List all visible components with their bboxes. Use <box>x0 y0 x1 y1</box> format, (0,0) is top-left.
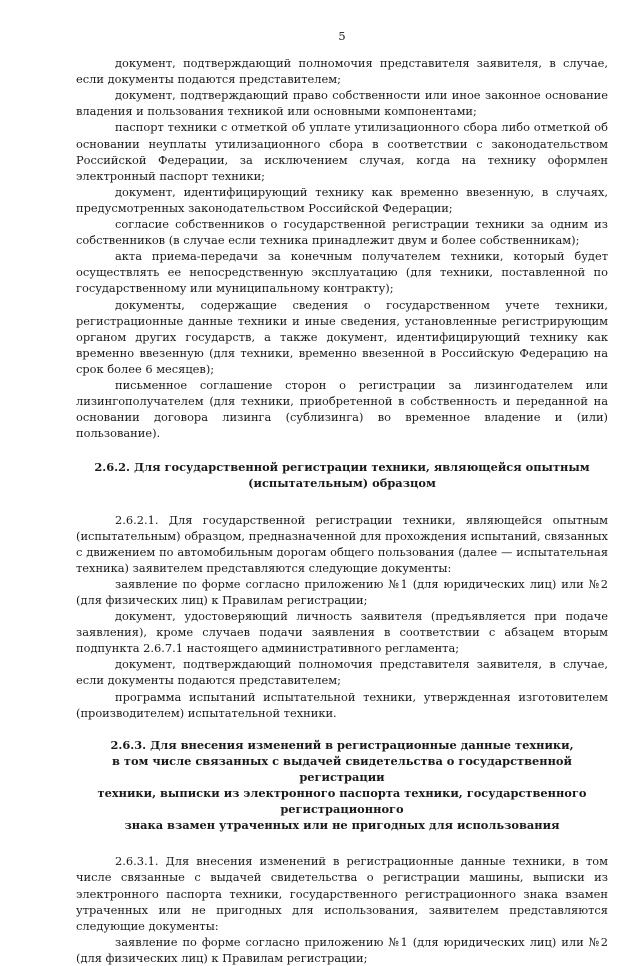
page-number: 5 <box>338 29 346 43</box>
paragraph: паспорт техники с отметкой об уплате утилизационного сбора либо отметкой об основании неуплаты утилизационного сбора в соответствии с законодательством Российской Федерации, за исключением случая, когда на технику оформлен электронный паспорт техники; <box>76 120 608 183</box>
paragraph: программа испытаний испытательной техники, утвержденная изготовителем (производителем) испытательной техники. <box>76 689 608 720</box>
section-documents-list <box>76 55 608 441</box>
paragraph: заявление по форме согласно приложению №1 (для юридических лиц) или №2 (для физических лиц) к Правилам регистрации; <box>76 576 608 607</box>
paragraph: документ, подтверждающий полномочия представителя заявителя, в случае, если документы подаются представителем; <box>76 657 608 688</box>
paragraph: 2.6.2.1. Для государственной регистрации техники, являющейся опытным (испытательным) образцом, предназначенной для прохождения испытаний, связанных с движением по автомобильным дорогам общего пользования (далее — испытательная техника) заявителем представляются следующие документы: <box>76 512 608 575</box>
paragraph: согласие собственников о государственной регистрации техники за одним из собственников (в случае если техника принадлежит двум и более собственникам); <box>76 217 608 248</box>
paragraph: 2.6.3.1. Для внесения изменений в регистрационные данные техники, в том числе связанные с выдачей свидетельства о регистрации машины, выписки из электронного паспорта техники, государственного регистрационного знака взамен утраченных или не пригодных для использования, заявителем представляются следующие документы: <box>76 854 608 933</box>
paragraph: заявление по форме согласно приложению №1 (для юридических лиц) или №2 (для физических лиц) к Правилам регистрации; <box>76 934 608 965</box>
heading-line: техники, выписки из электронного паспорта техники, государственного регистрационного <box>97 786 587 817</box>
paragraph: документ, удостоверяющий личность заявителя (предъявляется при подаче заявления), кроме случаев подачи заявления в соответствии с абзацем вторым подпункта 2.6.7.1 настоящего административного регламента; <box>76 609 608 656</box>
heading-line: (испытательным) образцом <box>248 476 436 491</box>
section-2-6-3-body <box>76 853 608 966</box>
heading-line: 2.6.3. Для внесения изменений в регистрационные данные техники, <box>110 737 574 752</box>
section-heading-2-6-2 <box>76 459 608 491</box>
heading-line: 2.6.2. Для государственной регистрации техники, являющейся опытным <box>94 460 590 475</box>
section-heading-2-6-3 <box>76 737 608 834</box>
paragraph: акта приема-передачи за конечным получателем техники, который будет осуществлять ее непосредственную эксплуатацию (для техники, поставленной по государственному или муниципальному контракту); <box>76 249 608 296</box>
paragraph: документы, содержащие сведения о государственном учете техники, регистрационные данные техники и иные сведения, установленные регистрирующим органом других государств, а также документ, идентифицирующий технику как временно ввезенную (для техники, временно ввезенной в Российскую Федерацию на срок более 6 месяцев); <box>76 297 608 376</box>
heading-line: знака взамен утраченных или не пригодных для использования <box>124 818 560 833</box>
paragraph: документ, идентифицирующий технику как временно ввезенную, в случаях, предусмотренных законодательством Российской Федерации; <box>76 184 608 215</box>
heading-line: в том числе связанных с выдачей свидетельства о государственной регистрации <box>112 753 572 784</box>
paragraph: документ, подтверждающий право собственности или иное законное основание владения и пользования техникой или основными компонентами; <box>76 88 608 119</box>
section-2-6-2-body <box>76 512 608 721</box>
paragraph: документ, подтверждающий полномочия представителя заявителя, в случае, если документы подаются представителем; <box>76 56 608 87</box>
paragraph: письменное соглашение сторон о регистрации за лизингодателем или лизингополучателем (для техники, приобретенной в собственность и переданной на основании договора лизинга (сублизинга) во временное владение и (или) пользование). <box>76 377 608 441</box>
